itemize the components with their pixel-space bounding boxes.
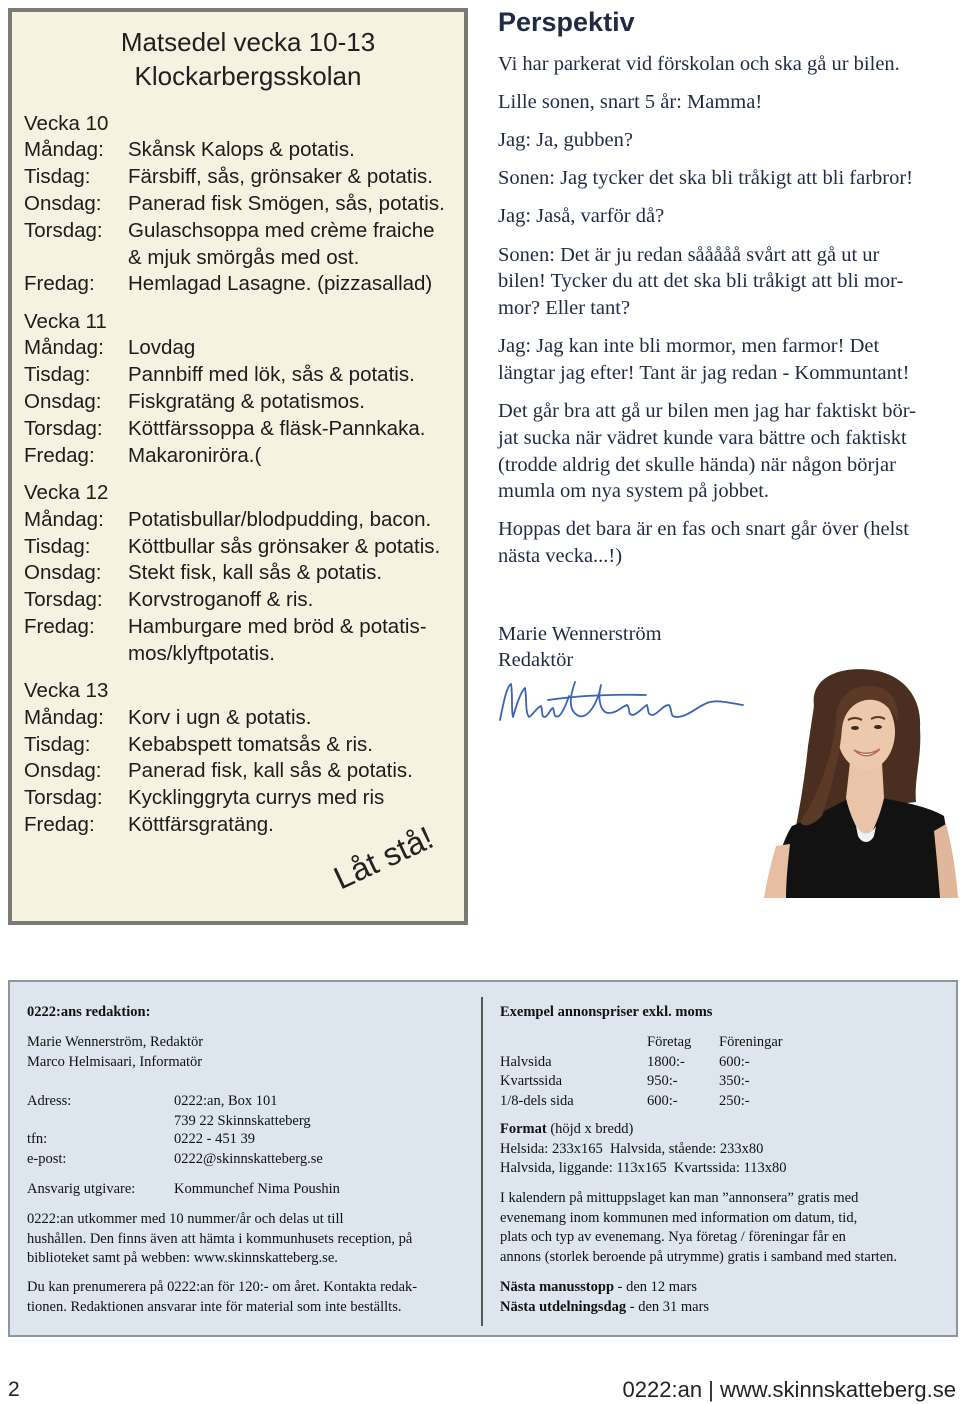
day-label: Fredag: xyxy=(24,614,95,638)
format-sizes: Helsida: 233x165 Halvsida, stående: 233x80 Halvsida, liggande: 113x165 Kvartssida: 113x80 xyxy=(500,1140,787,1177)
menu-week xyxy=(24,111,445,299)
day-label: Fredag: xyxy=(24,813,95,837)
ads-heading: Exempel annonspriser exkl. moms xyxy=(500,1004,713,1021)
calendar-text: I kalendern på mittuppslaget kan man ”annonsera” gratis med evenemang inom kommunen med information om datum, tid, plats och typ av evenemang. Nya företag / föreningar får en annons (storlek beroende på utrymme) gratis i samband med starten. xyxy=(500,1190,898,1265)
delivery-value: - den 31 mars xyxy=(626,1298,710,1315)
day-label: Torsdag: xyxy=(24,416,103,440)
subscription-text: Du kan prenumerera på 0222:an för 120:- om året. Kontakta redak- tionen. Redaktionen ansvarar inte för material som inte beställts. xyxy=(27,1279,418,1315)
day-label: Tisdag: xyxy=(24,363,91,387)
dish-text: Panerad fisk Smögen, sås, potatis. xyxy=(128,191,445,215)
menu-day-row xyxy=(24,137,445,164)
day-label: Måndag: xyxy=(24,705,104,729)
dish-text: Köttbullar sås grönsaker & potatis. xyxy=(128,534,441,558)
phone-label: tfn: xyxy=(27,1131,48,1148)
day-label: Tisdag: xyxy=(24,732,91,756)
dish-text: Pannbiff med lök, sås & potatis. xyxy=(128,363,415,387)
menu-day-row xyxy=(24,758,445,785)
perspective-column xyxy=(498,0,958,672)
menu-day-row xyxy=(24,389,445,416)
perspective-paragraph: Vi har parkerat vid förskolan och ska gå ur bilen. xyxy=(498,52,900,75)
day-label: Torsdag: xyxy=(24,786,103,810)
perspective-paragraph: Jag: Jag kan inte bli mormor, men farmor! Det längtar jag efter! Tant är jag redan - Kommuntant! xyxy=(498,335,910,384)
format-note: (höjd x bredd) xyxy=(546,1121,634,1138)
perspective-paragraph: Jag: Ja, gubben? xyxy=(498,129,633,151)
price-company: 600:- xyxy=(647,1092,678,1109)
menu-day-row xyxy=(24,507,445,534)
keep-notice-stamp: Låt stå! xyxy=(328,819,439,897)
dish-text: Potatisbullar/blodpudding, bacon. xyxy=(128,507,432,531)
lunch-menu-box xyxy=(8,8,468,925)
page-number: 2 xyxy=(8,1378,20,1401)
menu-day-row xyxy=(24,614,445,668)
imprint-box xyxy=(8,980,958,1337)
dish-text: Fiskgratäng & potatismos. xyxy=(128,390,365,414)
column-divider xyxy=(481,997,483,1326)
publisher-value: Kommunchef Nima Poushin xyxy=(174,1181,340,1198)
price-row-size: Halvsida xyxy=(500,1053,552,1070)
menu-day-row xyxy=(24,416,445,443)
menu-title xyxy=(12,25,464,93)
menu-day-row xyxy=(24,587,445,614)
dish-text: Hamburgare med bröd & potatis- mos/klyftpotatis. xyxy=(128,614,427,665)
dish-text: Skånsk Kalops & potatis. xyxy=(128,138,355,162)
menu-day-row xyxy=(24,218,445,272)
day-label: Onsdag: xyxy=(24,191,102,215)
dish-text: Kycklinggryta currys med ris xyxy=(128,786,385,810)
delivery-line xyxy=(500,1298,709,1318)
publisher-label: Ansvarig utgivare: xyxy=(27,1181,136,1198)
menu-day-row xyxy=(24,732,445,759)
price-column-header: Föreningar xyxy=(719,1034,783,1051)
menu-day-row xyxy=(24,271,445,298)
dish-text: Färsbiff, sås, grönsaker & potatis. xyxy=(128,165,433,189)
menu-day-row xyxy=(24,443,445,470)
portrait-left-arm xyxy=(764,844,790,898)
perspective-heading: Perspektiv xyxy=(498,7,635,37)
portrait-eye xyxy=(874,725,882,729)
price-association: 600:- xyxy=(719,1053,750,1070)
delivery-label: Nästa utdelningsdag xyxy=(500,1298,627,1315)
dish-text: Panerad fisk, kall sås & potatis. xyxy=(128,759,413,783)
menu-day-row xyxy=(24,705,445,732)
day-label: Tisdag: xyxy=(24,534,91,558)
dish-text: Köttfärsgratäng. xyxy=(128,813,274,837)
price-column-header: Företag xyxy=(647,1034,692,1051)
menu-subtitle-school: Klockarbergsskolan xyxy=(134,61,362,91)
day-label: Onsdag: xyxy=(24,561,102,585)
menu-day-row xyxy=(24,362,445,389)
author-signoff xyxy=(498,621,662,674)
email-value: 0222@skinnskatteberg.se xyxy=(174,1151,323,1168)
menu-week xyxy=(24,678,445,839)
menu-weeks xyxy=(24,111,445,850)
menu-day-row xyxy=(24,335,445,362)
week-label: Vecka 13 xyxy=(24,679,109,703)
menu-week xyxy=(24,480,445,668)
menu-day-row xyxy=(24,534,445,561)
price-row-size: 1/8-dels sida xyxy=(500,1092,574,1109)
distribution-text: 0222:an utkommer med 10 nummer/år och delas ut till hushållen. Den finns även att hämta i kommunhusets reception, på biblioteket samt på webben: www.skinnskatteberg.se. xyxy=(27,1211,413,1267)
staff-line: Marie Wennerström, Redaktör xyxy=(27,1034,204,1051)
price-association: 350:- xyxy=(719,1073,750,1090)
day-label: Tisdag: xyxy=(24,165,91,189)
footer-publication-url: 0222:an | www.skinnskatteberg.se xyxy=(622,1377,956,1402)
deadline-value: - den 12 mars xyxy=(614,1279,697,1296)
day-label: Måndag: xyxy=(24,138,104,162)
day-label: Måndag: xyxy=(24,507,104,531)
perspective-paragraph: Det går bra att gå ur bilen men jag har faktiskt bör- jat sucka när vädret kunde vara bättre och faktiskt (trodde aldrig det skulle hända) när någon börjar mumla om nya system på jobbet. xyxy=(498,400,916,503)
price-association: 250:- xyxy=(719,1092,750,1109)
dish-text: Korv i ugn & potatis. xyxy=(128,705,312,729)
week-label: Vecka 11 xyxy=(24,309,107,333)
editor-portrait xyxy=(762,666,958,898)
day-label: Onsdag: xyxy=(24,390,102,414)
price-company: 950:- xyxy=(647,1073,678,1090)
portrait-eye xyxy=(851,726,859,730)
phone-value: 0222 - 451 39 xyxy=(174,1131,255,1148)
perspective-paragraph: Sonen: Jag tycker det ska bli tråkigt att bli farbror! xyxy=(498,167,914,190)
signature-stroke xyxy=(500,684,569,720)
handwritten-signature xyxy=(496,676,751,728)
menu-title-line: Matsedel vecka 10-13 xyxy=(120,27,376,57)
day-label: Onsdag: xyxy=(24,759,102,783)
deadline-line xyxy=(500,1278,697,1298)
format-label: Format xyxy=(500,1121,547,1138)
perspective-body xyxy=(498,51,916,582)
author-name: Marie Wennerström xyxy=(498,622,662,645)
dish-text: Kebabspett tomatsås & ris. xyxy=(128,732,373,756)
menu-day-row xyxy=(24,164,445,191)
dish-text: Hemlagad Lasagne. (pizzasallad) xyxy=(128,272,433,296)
dish-text: Gulaschsoppa med crème fraiche & mjuk smörgås med ost. xyxy=(128,218,435,269)
perspective-paragraph: Sonen: Det är ju redan sååååå svårt att gå ut ur bilen! Tycker du att det ska bli tråkigt att bli mor- mor? Eller tant? xyxy=(498,243,904,320)
perspective-paragraph: Lille sonen, snart 5 år: Mamma! xyxy=(498,90,763,113)
imprint-heading: 0222:ans redaktion: xyxy=(27,1004,151,1021)
signature-stroke xyxy=(571,682,743,717)
perspective-paragraph: Jag: Jaså, varför då? xyxy=(498,205,665,228)
deadline-label: Nästa manusstopp xyxy=(500,1279,615,1296)
week-label: Vecka 12 xyxy=(24,480,109,504)
menu-week xyxy=(24,309,445,470)
menu-day-row xyxy=(24,560,445,587)
perspective-paragraph: Hoppas det bara är en fas och snart går över (helst nästa vecka...!) xyxy=(498,518,909,568)
day-label: Torsdag: xyxy=(24,218,103,242)
dish-text: Korvstroganoff & ris. xyxy=(128,588,314,612)
menu-day-row xyxy=(24,812,445,839)
price-row-size: Kvartssida xyxy=(500,1073,563,1090)
format-line xyxy=(500,1120,633,1140)
day-label: Fredag: xyxy=(24,443,95,467)
day-label: Torsdag: xyxy=(24,588,103,612)
day-label: Fredag: xyxy=(24,272,95,296)
day-label: Måndag: xyxy=(24,336,104,360)
address-label: Adress: xyxy=(27,1093,72,1110)
menu-day-row xyxy=(24,191,445,218)
week-label: Vecka 10 xyxy=(24,111,109,135)
email-label: e-post: xyxy=(27,1151,67,1168)
menu-day-row xyxy=(24,785,445,812)
author-role: Redaktör xyxy=(498,649,574,672)
staff-line: Marco Helmisaari, Informatör xyxy=(27,1053,203,1070)
dish-text: Stekt fisk, kall sås & potatis. xyxy=(128,561,383,585)
dish-text: Köttfärssoppa & fläsk-Pannkaka. xyxy=(128,416,426,440)
dish-text: Lovdag xyxy=(128,336,196,360)
price-company: 1800:- xyxy=(647,1053,685,1070)
address-value: 0222:an, Box 101 739 22 Skinnskatteberg xyxy=(174,1093,311,1129)
dish-text: Makaroniröra.( xyxy=(128,443,262,467)
